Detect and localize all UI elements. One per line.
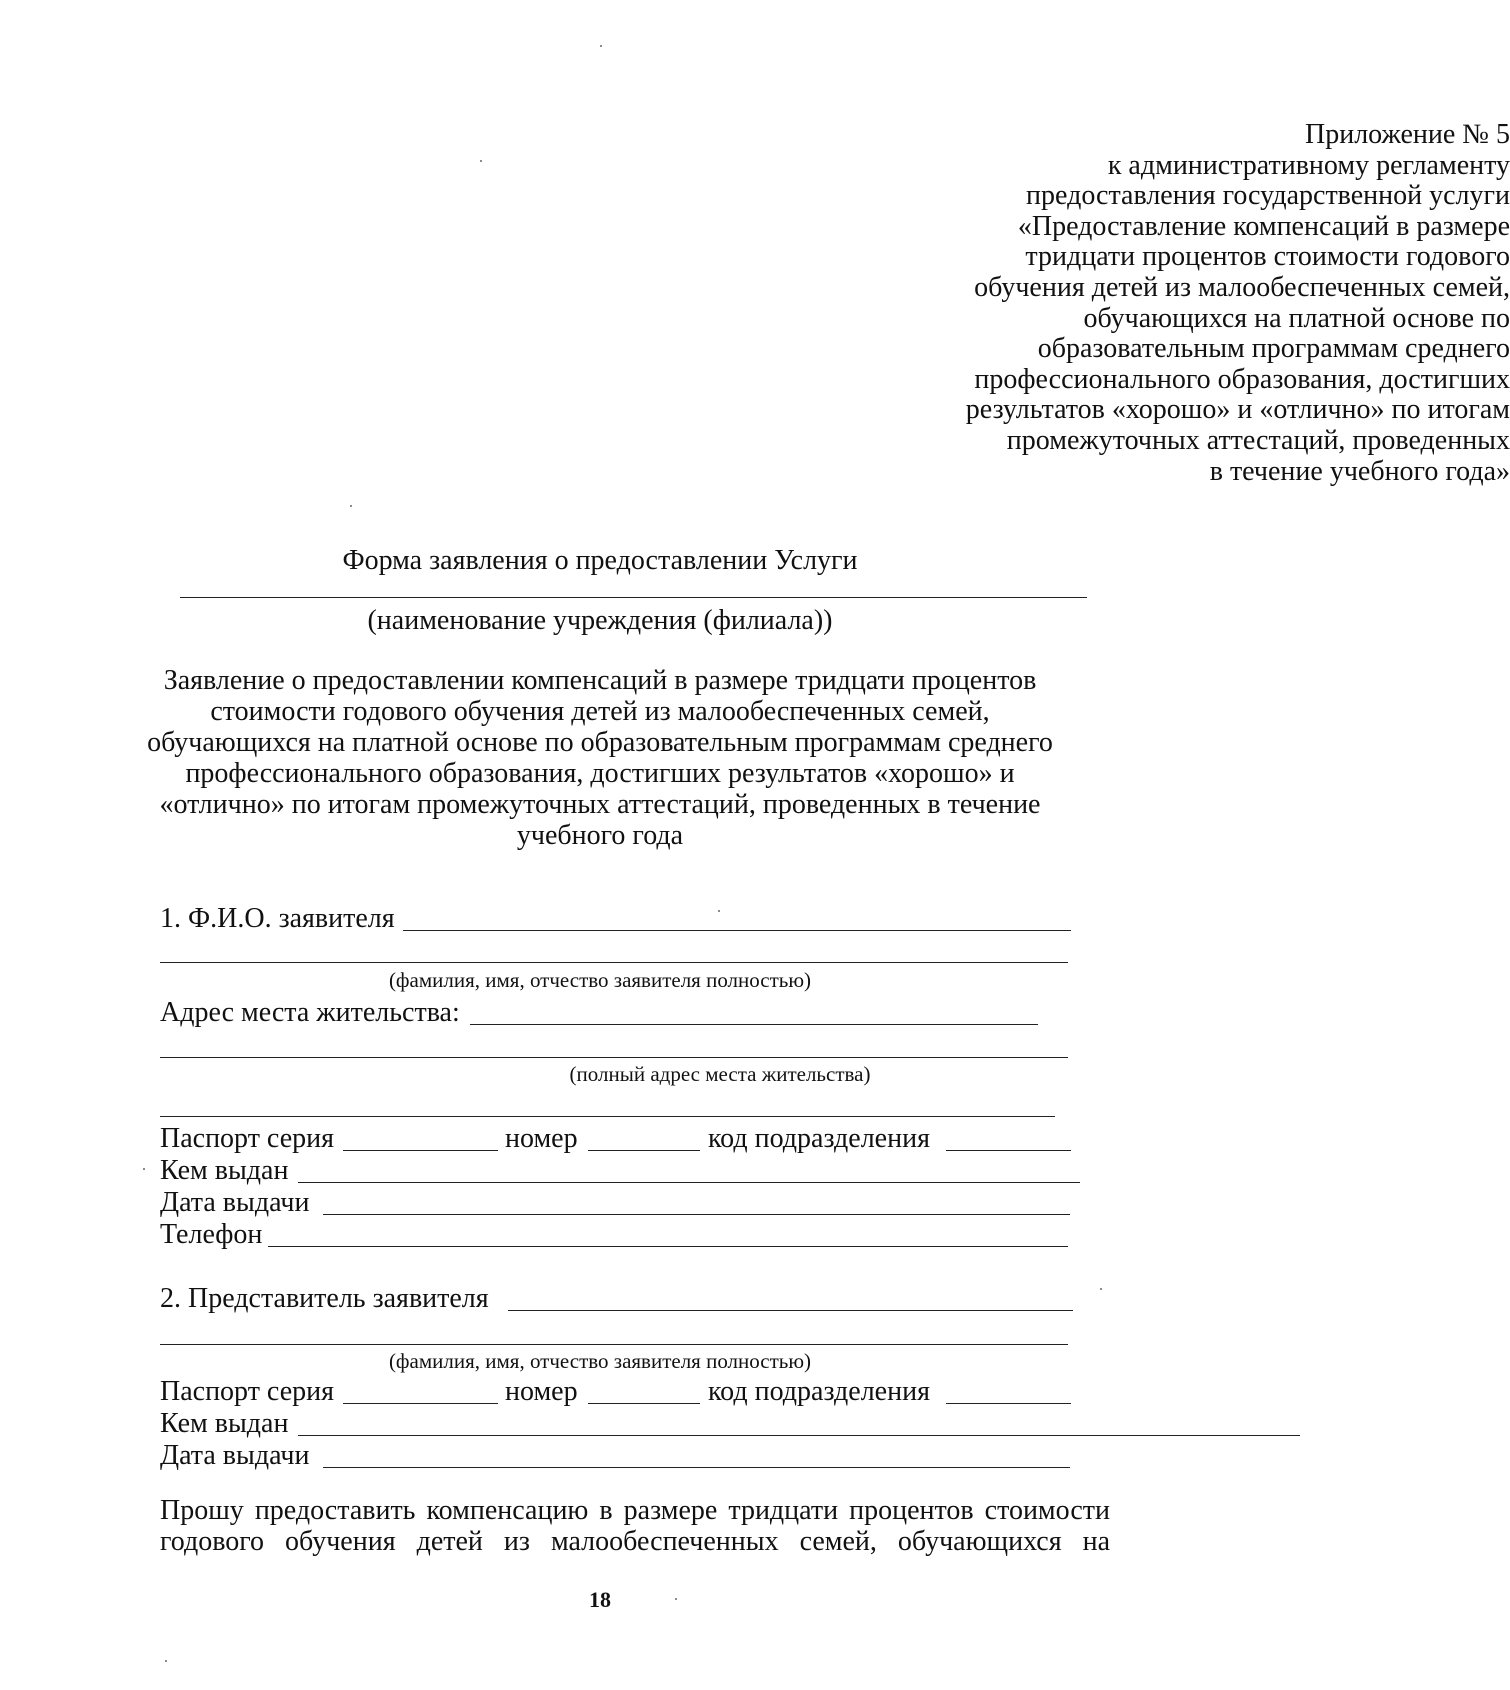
request-line: годового обучения детей из малообеспеченных семей, обучающихся на [160, 1526, 1110, 1557]
rep-issued-by-field[interactable] [298, 1435, 1300, 1436]
page-number: 18 [589, 1587, 611, 1612]
statement-title-line: профессионального образования, достигших результатов «хорошо» и [185, 758, 1015, 789]
rep-issued-by-label: Кем выдан [160, 1408, 289, 1439]
representative-fio-field-continued[interactable] [160, 1344, 1068, 1345]
scan-speck [600, 45, 602, 47]
appendix-line: предоставления государственной услуги [1026, 180, 1510, 212]
appendix-line: профессионального образования, достигших [974, 363, 1510, 395]
passport-row [160, 1122, 334, 1156]
appendix-line: образовательным программам среднего [1037, 333, 1510, 365]
division-code-label: код подразделения [708, 1123, 930, 1154]
rep-passport-number-field[interactable] [588, 1403, 700, 1404]
rep-division-code-field[interactable] [946, 1403, 1071, 1404]
address-label: Адрес места жительства: [160, 997, 460, 1028]
scan-speck [718, 910, 720, 912]
statement-title-line: «отлично» по итогам промежуточных аттестаций, проведенных в течение [159, 789, 1041, 820]
scan-speck [165, 1660, 167, 1662]
scan-speck [480, 160, 482, 162]
appendix-line: обучения детей из малообеспеченных семей, [974, 271, 1510, 303]
applicant-fio-field-continued[interactable] [160, 962, 1068, 963]
passport-number-field[interactable] [588, 1150, 700, 1151]
issue-date-field[interactable] [323, 1214, 1070, 1215]
appendix-line: результатов «хорошо» и «отлично» по итогам [965, 394, 1510, 426]
address-field-continued[interactable] [160, 1057, 1068, 1058]
scan-speck [350, 505, 352, 507]
representative-fio-caption: (фамилия, имя, отчество заявителя полностью) [388, 1349, 812, 1373]
applicant-fio-label: 1. Ф.И.О. заявителя [160, 903, 395, 934]
form-title: Форма заявления о предоставлении Услуги [342, 545, 858, 576]
statement-title [0, 665, 1200, 851]
institution-caption: (наименование учреждения (филиала)) [367, 605, 833, 636]
request-line: Прошу предоставить компенсацию в размере тридцати процентов стоимости [160, 1495, 1110, 1526]
appendix-line: «Предоставление компенсаций в размере [1017, 210, 1510, 242]
division-code-field[interactable] [946, 1150, 1071, 1151]
issued-by-field[interactable] [298, 1182, 1080, 1183]
issued-by-label: Кем выдан [160, 1155, 289, 1186]
statement-title-line: Заявление о предоставлении компенсаций в размере тридцати процентов [163, 665, 1037, 696]
scan-speck [143, 1168, 145, 1170]
phone-label: Телефон [160, 1219, 263, 1250]
appendix-line: обучающихся на платной основе по [1083, 302, 1510, 334]
representative-label: 2. Представитель заявителя [160, 1283, 489, 1314]
rep-division-code-label: код подразделения [708, 1376, 930, 1407]
scan-speck [1100, 1288, 1102, 1290]
request-paragraph [160, 1495, 1110, 1557]
rep-issue-date-label: Дата выдачи [160, 1440, 310, 1471]
passport-series-label: Паспорт серия [160, 1123, 334, 1154]
rep-passport-series-label: Паспорт серия [160, 1376, 334, 1407]
scan-speck [675, 1598, 677, 1600]
representative-fio-field[interactable] [508, 1310, 1073, 1311]
passport-number-label: номер [505, 1123, 578, 1154]
appendix-line: в течение учебного года» [1209, 455, 1510, 487]
appendix-line: к административному регламенту [1107, 149, 1510, 181]
issue-date-label: Дата выдачи [160, 1187, 310, 1218]
applicant-fio-caption: (фамилия, имя, отчество заявителя полностью) [388, 968, 812, 992]
statement-title-line: стоимости годового обучения детей из малообеспеченных семей, [210, 696, 990, 727]
phone-field[interactable] [268, 1246, 1068, 1247]
appendix-line: Приложение № 5 [1305, 119, 1510, 150]
rep-issue-date-field[interactable] [323, 1467, 1070, 1468]
address-field[interactable] [470, 1024, 1038, 1025]
rep-passport-number-label: номер [505, 1376, 578, 1407]
statement-title-line: обучающихся на платной основе по образовательным программам среднего [147, 727, 1053, 758]
appendix-header [470, 120, 1510, 487]
appendix-line: тридцати процентов стоимости годового [1025, 241, 1510, 273]
appendix-line: промежуточных аттестаций, проведенных [1006, 424, 1510, 456]
address-caption: (полный адрес места жительства) [569, 1062, 871, 1086]
institution-line [180, 597, 1087, 598]
statement-title-line: учебного года [516, 820, 684, 851]
passport-series-field[interactable] [343, 1150, 498, 1151]
applicant-fio-field[interactable] [403, 930, 1071, 931]
address-field-extra[interactable] [160, 1116, 1055, 1117]
rep-passport-series-field[interactable] [343, 1403, 498, 1404]
